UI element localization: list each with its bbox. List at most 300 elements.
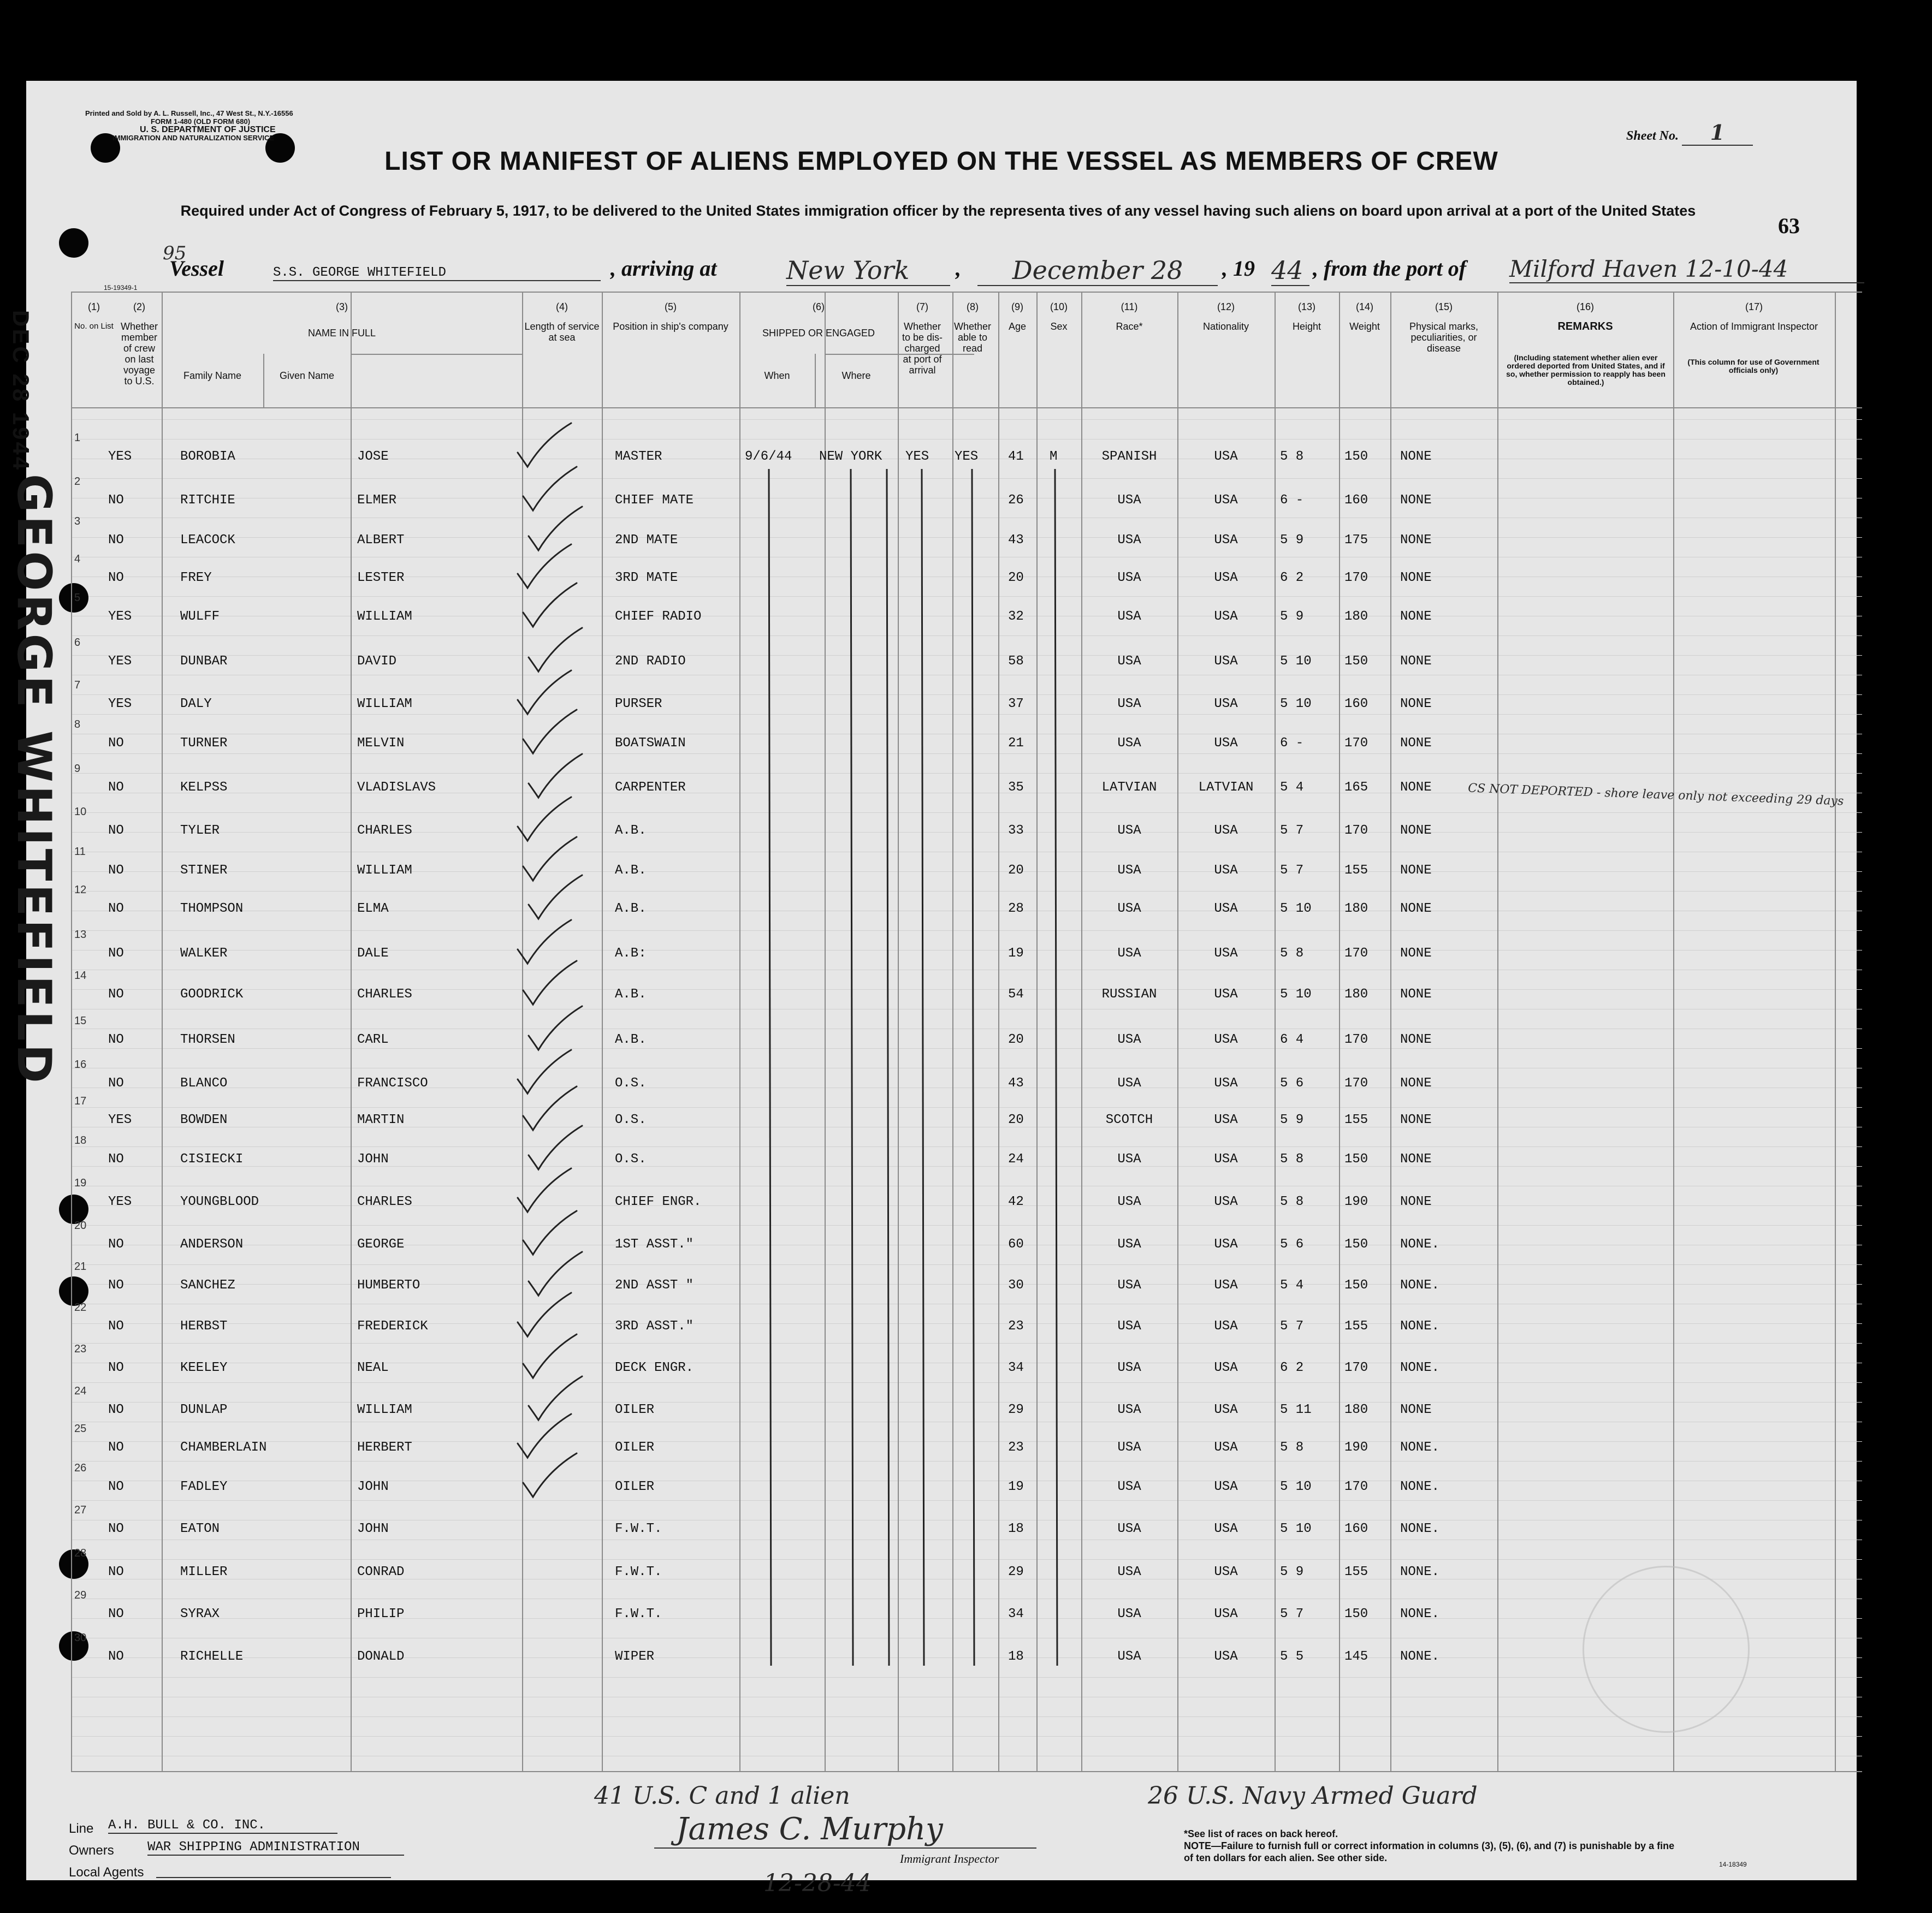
crew-prior-voyage: NO [108, 1076, 124, 1091]
crew-race: LATVIAN [1101, 780, 1157, 795]
crew-family-name: DUNLAP [180, 1403, 228, 1417]
column-label: Whether able to read [953, 321, 992, 354]
crew-prior-voyage: NO [108, 571, 124, 585]
crew-position: 3RD MATE [615, 571, 678, 585]
crew-given-name: NEAL [357, 1361, 389, 1375]
crew-nationality: USA [1214, 1152, 1238, 1167]
check-mark [529, 1252, 582, 1296]
crew-prior-voyage: NO [108, 1152, 124, 1167]
crew-age: 43 [1008, 533, 1024, 548]
column-number: (3) [336, 301, 348, 312]
crew-physical-marks: NONE [1400, 863, 1432, 878]
crew-position: 2ND RADIO [615, 654, 686, 669]
crew-height: 5 4 [1280, 1278, 1304, 1293]
crew-family-name: DALY [180, 697, 212, 711]
crew-physical-marks: NONE [1400, 1076, 1432, 1091]
crew-age: 29 [1008, 1565, 1024, 1579]
column-number: (13) [1297, 301, 1315, 312]
crew-age: 20 [1008, 863, 1024, 878]
crew-height: 5 10 [1280, 901, 1312, 916]
crew-row-number: 30 [74, 1632, 87, 1644]
penalty-note: NOTE—Failure to furnish full or correct information in columns (3), (5), (6), and (7) is punishable by a fine of ten dollars for each alien. See other side. [1184, 1840, 1675, 1863]
crew-prior-voyage: NO [108, 987, 124, 1002]
column-label: Physical marks, peculiarities, or disease [1409, 321, 1479, 354]
crew-physical-marks: NONE. [1400, 1565, 1440, 1579]
crew-nationality: USA [1214, 697, 1238, 711]
crew-weight: 165 [1344, 780, 1368, 795]
crew-family-name: BOROBIA [180, 449, 235, 464]
crew-race: USA [1117, 1403, 1141, 1417]
crew-prior-voyage: NO [108, 533, 124, 548]
crew-prior-voyage: NO [108, 1607, 124, 1621]
page-subtitle: Required under Act of Congress of February 5, 1917, to be delivered to the United States immigration officer by the representa tives of any vessel having such aliens on board upon arrival at a port of the United States [180, 203, 1696, 219]
crew-prior-voyage: NO [108, 780, 124, 795]
crew-prior-voyage: NO [108, 946, 124, 961]
crew-physical-marks: NONE [1400, 1113, 1432, 1127]
crew-race: USA [1117, 654, 1141, 669]
crew-height: 5 5 [1280, 1649, 1304, 1664]
vessel-label: Vessel [169, 256, 224, 281]
crew-race: USA [1117, 533, 1141, 548]
crew-family-name: STINER [180, 863, 228, 878]
remark-row-9: CS NOT DEPORTED - shore leave only not exceeding 29 days [1467, 781, 1844, 809]
crew-row-number: 5 [74, 592, 81, 604]
inspector-note: (This column for use of Government officials only) [1687, 358, 1820, 375]
check-mark [523, 961, 577, 1005]
crew-weight: 170 [1344, 1032, 1368, 1047]
owners-value: WAR SHIPPING ADMINISTRATION [147, 1840, 404, 1856]
crew-row-number: 28 [74, 1547, 87, 1559]
crew-family-name: CHAMBERLAIN [180, 1440, 267, 1455]
crew-row-number: 26 [74, 1462, 87, 1474]
crew-height: 5 8 [1280, 449, 1304, 464]
crew-physical-marks: NONE. [1400, 1480, 1440, 1494]
crew-nationality: USA [1214, 609, 1238, 624]
arrival-year: 44 [1271, 256, 1309, 286]
crew-row-number: 12 [74, 884, 87, 896]
crew-height: 6 - [1280, 736, 1304, 751]
crew-given-name: PHILIP [357, 1607, 405, 1621]
crew-weight: 155 [1344, 1113, 1368, 1127]
crew-position: F.W.T. [615, 1607, 662, 1621]
check-mark [523, 467, 577, 510]
crew-prior-voyage: YES [108, 654, 132, 669]
crew-row-number: 24 [74, 1385, 87, 1397]
crew-family-name: FADLEY [180, 1480, 228, 1494]
crew-prior-voyage: NO [108, 1237, 124, 1252]
check-mark [518, 1414, 571, 1458]
ditto-line [887, 469, 889, 1666]
crew-position: CARPENTER [615, 780, 686, 795]
crew-row-number: 29 [74, 1589, 87, 1601]
crew-height: 5 7 [1280, 1319, 1304, 1334]
crew-row-number: 17 [74, 1095, 87, 1107]
crew-physical-marks: NONE. [1400, 1319, 1440, 1334]
crew-family-name: EATON [180, 1522, 220, 1536]
crew-race: USA [1117, 1361, 1141, 1375]
crew-age: 29 [1008, 1403, 1024, 1417]
crew-position: A.B. [615, 987, 647, 1002]
column-label: Height [1292, 321, 1321, 332]
check-mark [523, 837, 577, 881]
crew-height: 5 7 [1280, 823, 1304, 838]
crew-age: 60 [1008, 1237, 1024, 1252]
crew-age: 18 [1008, 1649, 1024, 1664]
from-port-label: , from the port of [1313, 256, 1467, 281]
crew-row-number: 22 [74, 1302, 87, 1314]
crew-age: 21 [1008, 736, 1024, 751]
crew-position: 2ND MATE [615, 533, 678, 548]
column-label: Weight [1349, 321, 1380, 332]
page-title: LIST OR MANIFEST OF ALIENS EMPLOYED ON THE VESSEL AS MEMBERS OF CREW [384, 147, 1498, 176]
crew-family-name: YOUNGBLOOD [180, 1195, 259, 1209]
owners-label: Owners [69, 1843, 114, 1858]
check-mark [523, 1086, 577, 1130]
check-mark [518, 797, 571, 841]
crew-given-name: JOHN [357, 1522, 389, 1536]
crew-race: USA [1117, 901, 1141, 916]
crew-family-name: WULFF [180, 609, 220, 624]
crew-row-number: 14 [74, 970, 87, 982]
crew-weight: 190 [1344, 1440, 1368, 1455]
ditto-line [1055, 469, 1057, 1666]
crew-age: 20 [1008, 1032, 1024, 1047]
column-label: Action of Immigrant Inspector [1690, 321, 1818, 332]
crew-weight: 170 [1344, 571, 1368, 585]
crew-race: SPANISH [1101, 449, 1157, 464]
crew-able-to-read: YES [955, 449, 979, 464]
check-mark [529, 1126, 582, 1169]
crew-family-name: THOMPSON [180, 901, 244, 916]
printer-line: U. S. DEPARTMENT OF JUSTICE [140, 125, 276, 134]
crew-weight: 170 [1344, 823, 1368, 838]
crew-position: CHIEF MATE [615, 493, 694, 508]
column-number: (4) [556, 301, 568, 312]
crew-row-number: 3 [74, 515, 81, 527]
crew-given-name: DAVID [357, 654, 397, 669]
crew-row-number: 25 [74, 1423, 87, 1435]
crew-physical-marks: NONE. [1400, 1278, 1440, 1293]
sign-date: 12-28-44 [763, 1869, 872, 1897]
crew-age: 28 [1008, 901, 1024, 916]
ditto-line [972, 469, 974, 1666]
crew-physical-marks: NONE [1400, 987, 1432, 1002]
crew-race: USA [1117, 863, 1141, 878]
crew-prior-voyage: NO [108, 1480, 124, 1494]
column-label: Position in ship's company [613, 321, 728, 332]
crew-race: USA [1117, 1607, 1141, 1621]
crew-row-number: 2 [74, 476, 81, 488]
crew-physical-marks: NONE [1400, 1403, 1432, 1417]
crew-position: WIPER [615, 1649, 655, 1664]
crew-family-name: FREY [180, 571, 212, 585]
crew-prior-voyage: YES [108, 449, 132, 464]
crew-given-name: ELMER [357, 493, 397, 508]
check-mark [518, 423, 571, 467]
crew-given-name: WILLIAM [357, 609, 412, 624]
check-mark [523, 583, 577, 627]
crew-row-number: 27 [74, 1504, 87, 1516]
crew-prior-voyage: NO [108, 1361, 124, 1375]
crew-position: 3RD ASST." [615, 1319, 694, 1334]
vessel-line: Vessel S.S. GEORGE WHITEFIELD , arriving at New York , December 28 , 19 44 , from the port of Milford Haven 12-10-44 [169, 256, 1742, 288]
crew-height: 5 8 [1280, 1195, 1304, 1209]
crew-given-name: MELVIN [357, 736, 405, 751]
crew-physical-marks: NONE [1400, 946, 1432, 961]
crew-sex: M [1050, 449, 1058, 464]
crew-family-name: GOODRICK [180, 987, 244, 1002]
crew-nationality: USA [1214, 823, 1238, 838]
column-number: (2) [133, 301, 145, 312]
crew-prior-voyage: YES [108, 1113, 132, 1127]
where-header: Where [841, 370, 871, 381]
printer-line: IMMIGRATION AND NATURALIZATION SERVICE [112, 134, 275, 142]
crew-nationality: USA [1214, 1649, 1238, 1664]
agents-line [156, 1877, 391, 1878]
crew-nationality: USA [1214, 1565, 1238, 1579]
column-label: Whether to be dis-charged at port of arrival [902, 321, 943, 376]
crew-age: 35 [1008, 780, 1024, 795]
crew-weight: 150 [1344, 1278, 1368, 1293]
crew-height: 5 10 [1280, 1480, 1312, 1494]
column-number: (15) [1435, 301, 1453, 312]
crew-age: 58 [1008, 654, 1024, 669]
crew-nationality: USA [1214, 1076, 1238, 1091]
crew-age: 43 [1008, 1076, 1024, 1091]
crew-nationality: USA [1214, 533, 1238, 548]
crew-physical-marks: NONE [1400, 533, 1432, 548]
crew-row-number: 13 [74, 929, 87, 941]
crew-race: USA [1117, 1522, 1141, 1536]
sheet-number: 1 [1682, 120, 1753, 146]
crew-family-name: KELPSS [180, 780, 228, 795]
crew-race: USA [1117, 946, 1141, 961]
crew-age: 20 [1008, 1113, 1024, 1127]
crew-height: 5 10 [1280, 987, 1312, 1002]
crew-race: USA [1117, 493, 1141, 508]
column-number: (11) [1121, 301, 1138, 312]
crew-race: USA [1117, 609, 1141, 624]
column-label: Sex [1050, 321, 1068, 332]
crew-position: F.W.T. [615, 1565, 662, 1579]
crew-weight: 150 [1344, 1152, 1368, 1167]
crew-race: USA [1117, 736, 1141, 751]
column-number: (9) [1011, 301, 1023, 312]
crew-nationality: USA [1214, 1278, 1238, 1293]
crew-row-number: 6 [74, 637, 81, 649]
crew-position: 1ST ASST." [615, 1237, 694, 1252]
column-number: (1) [88, 301, 100, 312]
crew-height: 5 4 [1280, 780, 1304, 795]
crew-given-name: DALE [357, 946, 389, 961]
crew-row-number: 21 [74, 1261, 87, 1273]
crew-race: USA [1117, 1195, 1141, 1209]
crew-prior-voyage: NO [108, 863, 124, 878]
crew-weight: 160 [1344, 1522, 1368, 1536]
crew-family-name: TYLER [180, 823, 220, 838]
check-mark [529, 875, 582, 919]
crew-age: 37 [1008, 697, 1024, 711]
crew-position: A.B. [615, 901, 647, 916]
crew-weight: 170 [1344, 1480, 1368, 1494]
crew-prior-voyage: NO [108, 736, 124, 751]
crew-given-name: ELMA [357, 901, 389, 916]
column-number: (14) [1355, 301, 1373, 312]
crew-nationality: USA [1214, 1440, 1238, 1455]
crew-row-number: 19 [74, 1177, 87, 1189]
crew-nationality: USA [1214, 946, 1238, 961]
crew-height: 5 9 [1280, 1565, 1304, 1579]
column-number: (5) [665, 301, 677, 312]
crew-row-number: 16 [74, 1059, 87, 1071]
crew-height: 5 7 [1280, 863, 1304, 878]
crew-weight: 160 [1344, 493, 1368, 508]
column-label: SHIPPED OR ENGAGED [762, 328, 875, 338]
column-label: REMARKS [1557, 320, 1613, 332]
column-number: (7) [916, 301, 928, 312]
crew-row-number: 11 [74, 846, 86, 858]
crew-physical-marks: NONE [1400, 609, 1432, 624]
line-label: Line [69, 1821, 94, 1836]
crew-position: PURSER [615, 697, 662, 711]
crew-prior-voyage: NO [108, 823, 124, 838]
column-number: (12) [1217, 301, 1235, 312]
crew-physical-marks: NONE [1400, 1152, 1432, 1167]
crew-prior-voyage: NO [108, 1319, 124, 1334]
crew-family-name: TURNER [180, 736, 228, 751]
crew-weight: 170 [1344, 1361, 1368, 1375]
crew-prior-voyage: NO [108, 1522, 124, 1536]
crew-height: 6 4 [1280, 1032, 1304, 1047]
crew-position: A.B. [615, 1032, 647, 1047]
crew-prior-voyage: NO [108, 1403, 124, 1417]
column-label: Nationality [1202, 321, 1249, 332]
crew-prior-voyage: YES [108, 697, 132, 711]
crew-family-name: THORSEN [180, 1032, 235, 1047]
crew-weight: 155 [1344, 1565, 1368, 1579]
printer-line: Printed and Sold by A. L. Russell, Inc., 47 West St., N.Y.-16556 [85, 109, 293, 117]
crew-shipped-when: 9/6/44 [745, 449, 792, 464]
crew-weight: 180 [1344, 901, 1368, 916]
crew-height: 6 - [1280, 493, 1304, 508]
crew-height: 5 9 [1280, 533, 1304, 548]
crew-height: 6 2 [1280, 571, 1304, 585]
crew-family-name: RICHELLE [180, 1649, 244, 1664]
crew-nationality: USA [1214, 1522, 1238, 1536]
crew-weight: 170 [1344, 736, 1368, 751]
crew-given-name: DONALD [357, 1649, 405, 1664]
crew-nationality: USA [1214, 493, 1238, 508]
crew-shipped-where: NEW YORK [819, 449, 882, 464]
column-label: Length of service at sea [524, 321, 600, 343]
crew-prior-voyage: YES [108, 609, 132, 624]
crew-nationality: USA [1214, 1319, 1238, 1334]
races-note: *See list of races on back hereof. [1184, 1828, 1338, 1839]
crew-nationality: USA [1214, 1480, 1238, 1494]
crew-nationality: USA [1214, 1607, 1238, 1621]
page-number: 63 [1778, 213, 1800, 238]
crew-race: USA [1117, 1278, 1141, 1293]
crew-race: USA [1117, 1480, 1141, 1494]
crew-age: 32 [1008, 609, 1024, 624]
crew-height: 6 2 [1280, 1361, 1304, 1375]
crew-given-name: MARTIN [357, 1113, 405, 1127]
crew-physical-marks: NONE. [1400, 1649, 1440, 1664]
crew-weight: 150 [1344, 1237, 1368, 1252]
crew-weight: 175 [1344, 533, 1368, 548]
crew-nationality: USA [1214, 901, 1238, 916]
check-mark [529, 754, 582, 798]
crew-height: 5 8 [1280, 1152, 1304, 1167]
crew-prior-voyage: NO [108, 1278, 124, 1293]
check-mark [523, 1453, 577, 1497]
crew-given-name: HERBERT [357, 1440, 412, 1455]
crew-given-name: WILLIAM [357, 863, 412, 878]
crew-given-name: ALBERT [357, 533, 405, 548]
crew-family-name: DUNBAR [180, 654, 228, 669]
inspector-signature: James C. Murphy [676, 1811, 943, 1847]
crew-nationality: USA [1214, 1195, 1238, 1209]
crew-given-name: JOSE [357, 449, 389, 464]
crew-prior-voyage: NO [108, 493, 124, 508]
check-mark [518, 1050, 571, 1094]
crew-nationality: USA [1214, 1113, 1238, 1127]
crew-physical-marks: NONE. [1400, 1440, 1440, 1455]
column-label: No. on List [74, 322, 114, 331]
check-mark [523, 1334, 577, 1378]
crew-row-number: 9 [74, 763, 81, 775]
crew-physical-marks: NONE [1400, 493, 1432, 508]
crew-race: RUSSIAN [1101, 987, 1157, 1002]
check-mark [518, 544, 571, 588]
crew-race: USA [1117, 1649, 1141, 1664]
crew-position: CHIEF ENGR. [615, 1195, 702, 1209]
crew-physical-marks: NONE [1400, 901, 1432, 916]
crew-physical-marks: NONE [1400, 1032, 1432, 1047]
crew-nationality: USA [1214, 863, 1238, 878]
crew-height: 5 10 [1280, 697, 1312, 711]
crew-weight: 180 [1344, 609, 1368, 624]
crew-position: DECK ENGR. [615, 1361, 694, 1375]
arriving-label: , arriving at [611, 256, 717, 281]
crew-position: BOATSWAIN [615, 736, 686, 751]
crew-nationality: USA [1214, 987, 1238, 1002]
crew-race: USA [1117, 571, 1141, 585]
crew-given-name: JOHN [357, 1480, 389, 1494]
tally-note: 41 U.S. C and 1 alien [594, 1782, 850, 1810]
handwritten-vessel-name: GEORGE WHITEFIELD [7, 474, 61, 1086]
crew-physical-marks: NONE [1400, 780, 1432, 795]
crew-position: O.S. [615, 1076, 647, 1091]
crew-age: 41 [1008, 449, 1024, 464]
crew-race: USA [1117, 1032, 1141, 1047]
crew-family-name: WALKER [180, 946, 228, 961]
check-mark [523, 1211, 577, 1255]
handwritten-marks [26, 81, 1857, 1880]
crew-row-number: 4 [74, 553, 81, 565]
crew-position: A.B. [615, 863, 647, 878]
crew-row-number: 1 [74, 432, 81, 444]
inspector-label: Immigrant Inspector [900, 1852, 999, 1866]
crew-physical-marks: NONE. [1400, 1607, 1440, 1621]
vessel-hand-mark: 95 [163, 242, 187, 264]
crew-given-name: WILLIAM [357, 1403, 412, 1417]
crew-row-number: 18 [74, 1134, 87, 1146]
crew-race: USA [1117, 1076, 1141, 1091]
line-value: A.H. BULL & CO. INC. [108, 1818, 337, 1834]
check-mark [529, 507, 582, 550]
check-mark [518, 1168, 571, 1212]
